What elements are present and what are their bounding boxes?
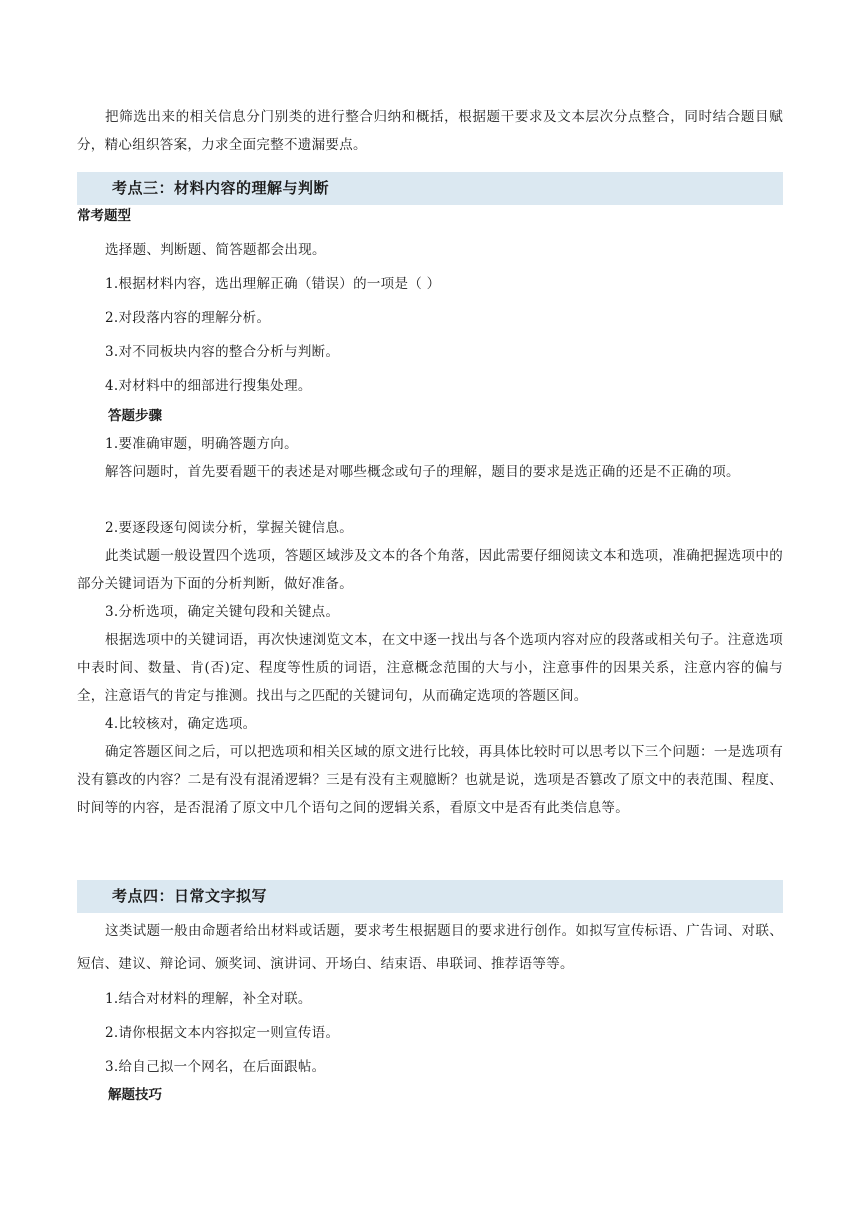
section4-item-1: 1.结合对材料的理解，补全对联。 [105, 991, 312, 1007]
step3-text: 根据选项中的关键词语，再次快速浏览文本，在文中逐一找出与各个选项内容对应的段落或相关句子。注意选项中表时间、数量、肯(否)定、程度等性质的词语，注意概念范围的大与小，注意事件的因果关系，注意内容的偏与全，注意语气的肯定与推测。找出与之匹配的关键词句，从而确定选项的答题区间。 [77, 632, 783, 704]
section3-item-4: 4.对材料中的细部进行搜集处理。 [105, 378, 312, 394]
section3-heading: 考点三：材料内容的理解与判断 [112, 179, 330, 197]
intro-paragraph: 把筛选出来的相关信息分门别类的进行整合归纳和概括，根据题干要求及文本层次分点整合，同时结合题目赋分，精心组织答案，力求全面完整不遗漏要点。 [77, 109, 783, 153]
section3-item-2: 2.对段落内容的理解分析。 [105, 310, 271, 326]
question-types-title: 常考题型 [77, 208, 131, 224]
step3-title: 3.分析选项，确定关键句段和关键点。 [105, 604, 340, 620]
step4-text: 确定答题区间之后，可以把选项和相关区域的原文进行比较，再具体比较时可以思考以下三个问题：一是选项有没有篡改的内容？二是有没有混淆逻辑？三是有没有主观臆断？也就是说，选项是否篡改了原文中的表范围、程度、时间等的内容，是否混淆了原文中几个语句之间的逻辑关系，看原文中是否有此类信息等。 [77, 744, 783, 816]
section4-item-2: 2.请你根据文本内容拟定一则宣传语。 [105, 1025, 340, 1041]
answer-steps-title: 答题步骤 [108, 408, 162, 424]
section4-heading: 考点四：日常文字拟写 [112, 887, 268, 905]
step2-title: 2.要逐段逐句阅读分析，掌握关键信息。 [105, 520, 354, 536]
section3-heading-bar [77, 172, 783, 205]
step2-text: 此类试题一般设置四个选项，答题区域涉及文本的各个角落，因此需要仔细阅读文本和选项，准确把握选项中的部分关键词语为下面的分析判断，做好准备。 [77, 548, 783, 592]
tips-title: 解题技巧 [108, 1087, 162, 1103]
section4-heading-bar [77, 880, 783, 913]
step4-title: 4.比较核对，确定选项。 [105, 716, 257, 732]
question-types-intro: 选择题、判断题、简答题都会出现。 [105, 242, 326, 258]
section4-intro: 这类试题一般由命题者给出材料或话题，要求考生根据题目的要求进行创作。如拟写宣传标语、广告词、对联、短信、建议、辩论词、颁奖词、演讲词、开场白、结束语、串联词、推荐语等等。 [77, 923, 783, 972]
step1-text: 解答问题时，首先要看题干的表述是对哪些概念或句子的理解，题目的要求是选正确的还是不正确的项。 [105, 464, 740, 480]
section3-item-1: 1.根据材料内容，选出理解正确（错误）的一项是（ ） [105, 276, 441, 292]
step1-title: 1.要准确审题，明确答题方向。 [105, 436, 298, 452]
section3-item-3: 3.对不同板块内容的整合分析与判断。 [105, 344, 340, 360]
section4-item-3: 3.给自己拟一个网名，在后面跟帖。 [105, 1059, 326, 1075]
